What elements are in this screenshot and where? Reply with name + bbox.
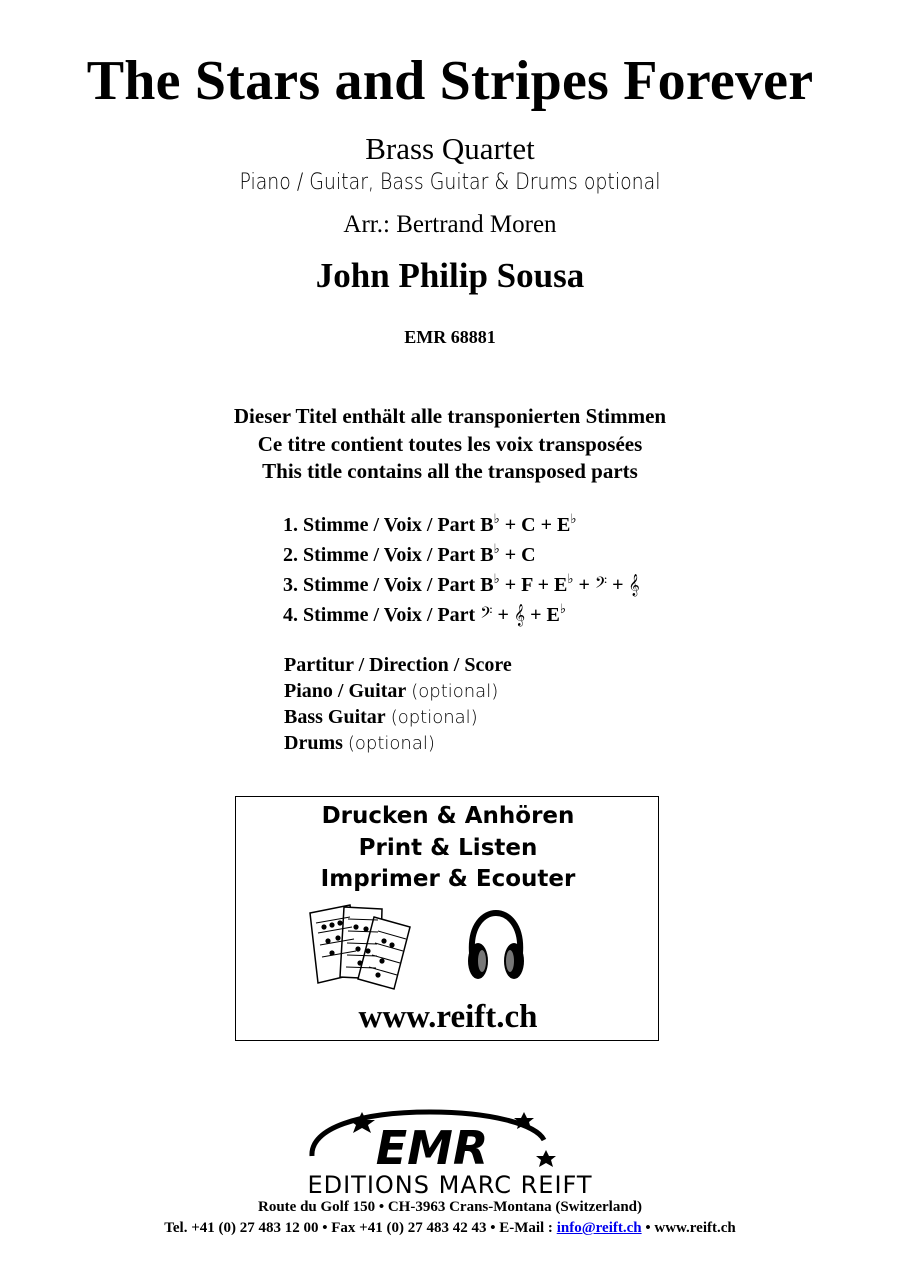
contact-website: • www.reift.ch <box>641 1220 736 1236</box>
promo-line-english: Print & Listen <box>358 835 538 861</box>
extra-note: (optional) <box>390 707 478 728</box>
treble-clef-icon: 𝄞 <box>628 574 640 596</box>
flat-icon: ♭ <box>493 572 500 587</box>
bass-clef-icon: 𝄢 <box>480 604 493 626</box>
notice-french: Ce titre contient toutes les voix transposées <box>257 432 643 456</box>
plus-sign: + <box>532 574 554 596</box>
publisher-name: EDITIONS MARC REIFT <box>307 1171 593 1199</box>
part-label: 4. Stimme / Voix / Part <box>283 604 476 626</box>
plus-sign: + <box>573 574 595 596</box>
composer-name: John Philip Sousa <box>315 256 585 295</box>
plus-sign: + <box>499 574 522 596</box>
extra-name: Piano / Guitar <box>284 680 407 702</box>
flat-icon: ♭ <box>559 602 566 617</box>
logo-text: EMR <box>375 1121 489 1175</box>
key-flat: E♭ <box>556 512 577 536</box>
notice-english: This title contains all the transposed parts <box>262 459 638 483</box>
extra-name: Bass Guitar <box>284 706 386 728</box>
arranger-credit: Arr.: Bertrand Moren <box>343 211 557 238</box>
part-label: 2. Stimme / Voix / Part <box>283 544 476 566</box>
key-name: C <box>521 514 536 536</box>
promo-line-french: Imprimer & Ecouter <box>320 866 576 892</box>
bass-clef-icon: 𝄢 <box>594 574 608 596</box>
website-link[interactable]: www.reift.ch <box>358 999 538 1035</box>
emr-logo <box>300 1106 560 1178</box>
plus-sign: + <box>607 574 629 596</box>
plus-sign: + <box>499 514 522 536</box>
key-flat: B♭ <box>480 512 500 536</box>
key-flat: E♭ <box>554 572 574 596</box>
extra-note: (optional) <box>411 681 499 702</box>
part-label: 1. Stimme / Voix / Part <box>283 514 476 536</box>
print-listen-box <box>235 796 659 1041</box>
extra-name: Partitur / Direction / Score <box>284 654 512 676</box>
part-row <box>283 535 640 565</box>
page-title: The Stars and Stripes Forever <box>86 50 814 112</box>
flat-icon: ♭ <box>493 512 500 527</box>
plus-sign: + <box>525 604 547 626</box>
optional-instruments: Piano / Guitar, Bass Guitar & Drums optional <box>239 170 661 195</box>
part-label: 3. Stimme / Voix / Part <box>283 574 476 596</box>
email-link[interactable]: info@reift.ch <box>556 1220 642 1236</box>
plus-sign: + <box>492 604 514 626</box>
extra-item-drums <box>284 730 512 756</box>
sheet-music-icon <box>302 901 422 991</box>
extra-item-score <box>284 652 512 678</box>
parts-list <box>283 505 640 625</box>
extras-list <box>284 652 512 756</box>
key-flat: B♭ <box>480 542 500 566</box>
extra-note: (optional) <box>347 733 435 754</box>
extra-item-bass <box>284 704 512 730</box>
flat-icon: ♭ <box>570 512 577 527</box>
plus-sign: + <box>499 544 522 566</box>
contact-phone-fax: Tel. +41 (0) 27 483 12 00 • Fax +41 (0) 27 483 42 43 • E-Mail : <box>164 1220 557 1236</box>
key-flat: E♭ <box>546 602 566 626</box>
plus-sign: + <box>535 514 557 536</box>
catalog-number: EMR 68881 <box>404 327 496 347</box>
publisher-address: Route du Golf 150 • CH-3963 Crans-Montana (Switzerland) <box>258 1199 642 1215</box>
part-row <box>283 505 640 535</box>
publisher-contact <box>0 1218 900 1238</box>
notice-german: Dieser Titel enthält alle transponierten Stimmen <box>233 404 667 428</box>
treble-clef-icon: 𝄞 <box>513 604 526 626</box>
extra-item-piano <box>284 678 512 704</box>
key-name: F <box>521 574 533 596</box>
part-row <box>283 595 640 625</box>
key-flat: B♭ <box>480 572 500 596</box>
key-name: C <box>521 544 536 566</box>
promo-line-german: Drucken & Anhören <box>321 803 575 829</box>
part-row <box>283 565 640 595</box>
ensemble-subtitle: Brass Quartet <box>365 131 535 166</box>
extra-name: Drums <box>284 732 343 754</box>
flat-icon: ♭ <box>493 542 500 557</box>
headphones-icon <box>464 907 528 985</box>
flat-icon: ♭ <box>567 572 574 587</box>
